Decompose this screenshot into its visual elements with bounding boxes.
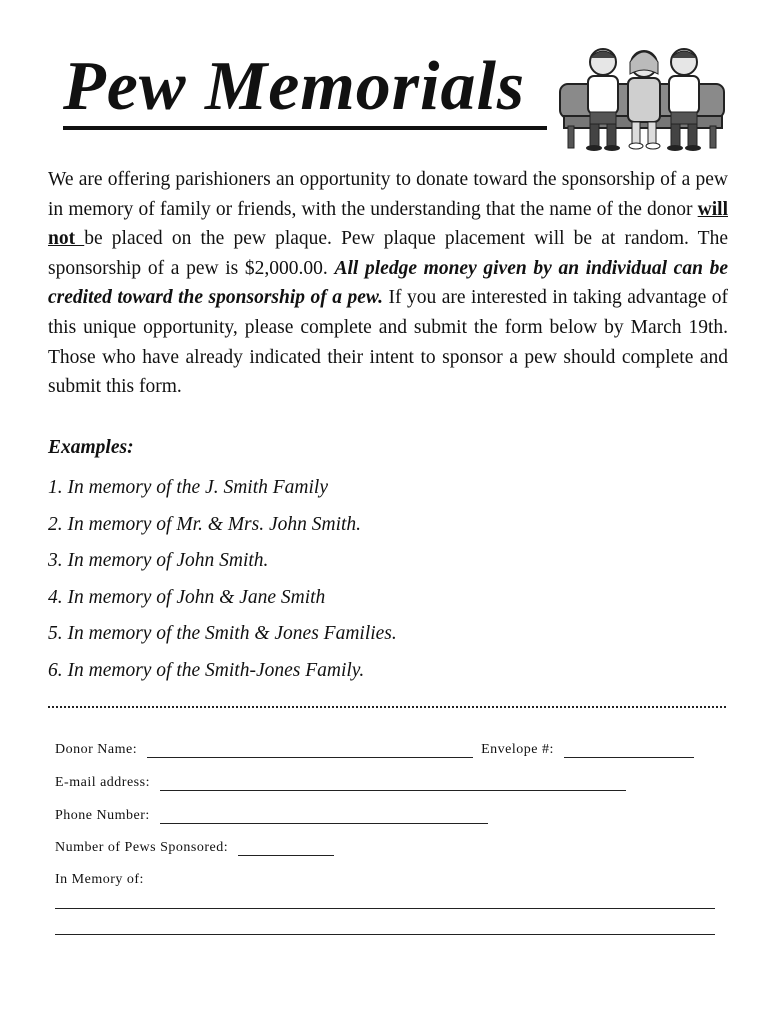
cut-line-divider — [48, 706, 726, 708]
example-item: 4. In memory of John & Jane Smith — [48, 586, 326, 608]
examples-heading: Examples: — [48, 437, 134, 458]
intro-will-not: will not — [48, 198, 728, 250]
example-item: 2. In memory of Mr. & Mrs. John Smith. — [48, 513, 362, 535]
phone-label: Phone Number: — [55, 808, 150, 823]
envelope-field[interactable] — [564, 743, 694, 758]
intro-paragraph — [48, 165, 728, 402]
memory-line-2[interactable] — [55, 934, 715, 935]
donor-name-label: Donor Name: — [55, 742, 138, 757]
page-title: Pew Memorials — [63, 52, 547, 130]
examples-list — [48, 473, 397, 693]
phone-field[interactable] — [160, 809, 488, 824]
example-item: 1. In memory of the J. Smith Family — [48, 477, 328, 498]
intro-text-1: We are offering parishioners an opportunity to donate toward the sponsorship of a pew in memory of family or friends, with the understanding that the name of the donor — [48, 169, 728, 220]
pews-label: Number of Pews Sponsored: — [55, 840, 229, 855]
email-label: E-mail address: — [55, 775, 150, 790]
intro-pledge-note: All pledge money given by an individual can be credited toward the sponsorship of a pew. — [48, 257, 728, 309]
example-item: 5. In memory of the Smith & Jones Families. — [48, 623, 397, 645]
envelope-label: Envelope #: — [481, 742, 554, 757]
donor-name-field[interactable] — [147, 743, 473, 758]
email-field[interactable] — [160, 776, 626, 791]
pews-field[interactable] — [238, 841, 334, 856]
memory-line-1[interactable] — [55, 908, 715, 909]
intro-text-3: If you are interested in taking advantage of this unique opportunity, please complete and submit the form below by March 19th. Those who have already indicated their intent to sponsor a pew should complete and submit this form. — [48, 287, 729, 398]
people-on-pew-illustration — [558, 44, 728, 152]
memory-label: In Memory of: — [55, 872, 144, 887]
example-item: 3. In memory of John Smith. — [48, 550, 269, 572]
example-item: 6. In memory of the Smith-Jones Family. — [48, 659, 365, 681]
intro-text-2: be placed on the pew plaque. Pew plaque placement will be at random. The sponsorship of a pew is $2,000.00. — [48, 228, 729, 279]
